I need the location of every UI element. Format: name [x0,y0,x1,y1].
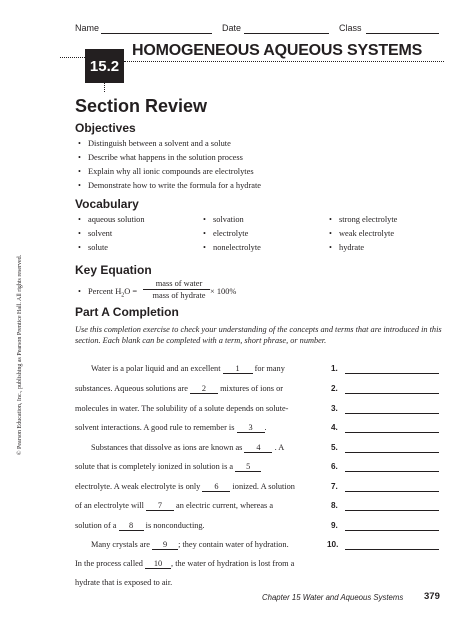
objective-item: • Describe what happens in the solution process [88,153,243,162]
date-label: Date [222,23,242,33]
passage-line [75,462,261,472]
objective-item: • Demonstrate how to write the formula for a hydrate [88,181,261,190]
vocab-term: • solvation [213,215,244,224]
passage-line [75,501,273,511]
answer-number: 6. [331,462,338,471]
answer-number: 9. [331,521,338,530]
vocab-term: • electrolyte [213,229,248,238]
passage-text: Substances that dissolve as ions are known as [91,443,243,452]
passage-text: of an electrolyte will [75,501,144,510]
blank-9: 9 [152,540,178,550]
passage-text: In the process called [75,559,143,568]
passage-text: . [264,423,267,432]
equation-lhs-prefix: Percent H [88,287,122,296]
date-field[interactable] [244,33,329,34]
answer-number: 10. [327,540,339,549]
part-a-instructions: Use this completion exercise to check your understanding of the concepts and terms that are introduced in this section. Each blank can be completed with a term, short phrase, or number. [75,325,442,345]
section-title: HOMOGENEOUS AQUEOUS SYSTEMS [132,42,423,59]
passage-text: is nonconducting. [145,521,205,530]
copyright-notice: © Pearson Education, Inc., publishing as Pearson Prentice Hall. All rights reserved. [17,254,23,455]
answer-field-7[interactable] [345,491,439,492]
section-review-heading: Section Review [75,96,208,116]
passage-text: electrolyte. A weak electrolyte is only [75,482,201,491]
passage-text: mixtures of ions or [220,384,283,393]
answer-field-1[interactable] [345,373,439,374]
answer-number: 2. [331,384,338,393]
answer-field-8[interactable] [345,510,439,511]
name-label: Name [75,23,100,33]
passage-text: . A [274,443,285,452]
equation-fraction [143,279,215,300]
dotted-rule-title [124,61,444,62]
passage-line: molecules in water. The solubility of a solute depends on solute- [75,404,289,413]
answer-number: 1. [331,364,338,373]
vocab-term: • aqueous solution [88,215,145,224]
passage-text: Many crystals are [91,540,150,549]
passage-text: ionized. A solution [232,482,295,491]
passage-text: an electric current, whereas a [176,501,274,510]
passage-line [75,482,295,492]
vocab-term: • strong electrolyte [339,215,397,224]
passage-line [75,521,205,531]
passage-line [91,364,285,374]
page-number: 379 [424,591,440,602]
passage-text: Water is a polar liquid and an excellent [91,364,221,373]
answer-field-3[interactable] [345,413,439,414]
passage-line [75,384,283,394]
passage-text: substances. Aqueous solutions are [75,384,188,393]
answer-number: 4. [331,423,338,432]
answer-field-4[interactable] [345,432,439,433]
objective-item: • Explain why all ionic compounds are electrolytes [88,167,254,176]
answer-number: 5. [331,443,338,452]
answer-number: 8. [331,501,338,510]
answer-field-10[interactable] [345,549,439,550]
key-equation-heading: Key Equation [75,263,152,277]
part-a-heading: Part A Completion [75,305,179,319]
name-field[interactable] [101,33,212,34]
passage-text: ; they contain water of hydration. [178,540,289,549]
answer-field-2[interactable] [345,393,439,394]
passage-line [91,443,284,453]
equation-rhs-text: × 100% [210,287,237,296]
passage-text: solvent interactions. A good rule to remember is [75,423,235,432]
dotted-rule-left [60,57,85,58]
passage-line [75,423,267,433]
blank-3: 3 [237,423,265,433]
vocabulary-heading: Vocabulary [75,197,139,211]
blank-7: 7 [146,501,174,511]
equation-denominator: mass of hydrate [152,291,206,300]
blank-10: 10 [145,559,171,569]
section-number: 15.2 [85,49,124,83]
objectives-heading: Objectives [75,121,136,135]
blank-6: 6 [202,482,230,492]
blank-1: 1 [223,364,253,374]
answer-number: 7. [331,482,338,491]
blank-4: 4 [244,443,272,453]
passage-line [75,559,294,569]
vocab-term: • solute [88,243,108,252]
answer-number: 3. [331,404,338,413]
vocab-term: • weak electrolyte [339,229,394,238]
blank-8: 8 [119,521,144,531]
passage-text: solute that is completely ionized in solution is a [75,462,234,471]
answer-field-5[interactable] [345,452,439,453]
answer-field-9[interactable] [345,530,439,531]
blank-5: 5 [235,462,261,472]
equation-lhs-suffix: O = [124,287,138,296]
passage-line: hydrate that is exposed to air. [75,578,173,587]
objective-item: • Distinguish between a solvent and a solute [88,139,231,148]
passage-line [91,540,289,550]
equation-rhs [210,287,237,296]
equation-subscript: 2 [121,292,125,299]
footer-chapter: Chapter 15 Water and Aqueous Systems [262,593,404,602]
class-field[interactable] [366,33,439,34]
passage-text: , the water of hydration is lost from a [171,559,295,568]
blank-2: 2 [190,384,218,394]
answer-field-6[interactable] [345,471,439,472]
equation-lhs [88,287,137,299]
class-label: Class [339,23,362,33]
vocab-term: • hydrate [339,243,364,252]
passage-text: solution of a [75,521,117,530]
passage-text: for many [254,364,285,373]
vocab-term: • nonelectrolyte [213,243,261,252]
vocab-term: • solvent [88,229,112,238]
dotted-rule-vertical [104,83,105,92]
equation-numerator: mass of water [143,279,215,290]
